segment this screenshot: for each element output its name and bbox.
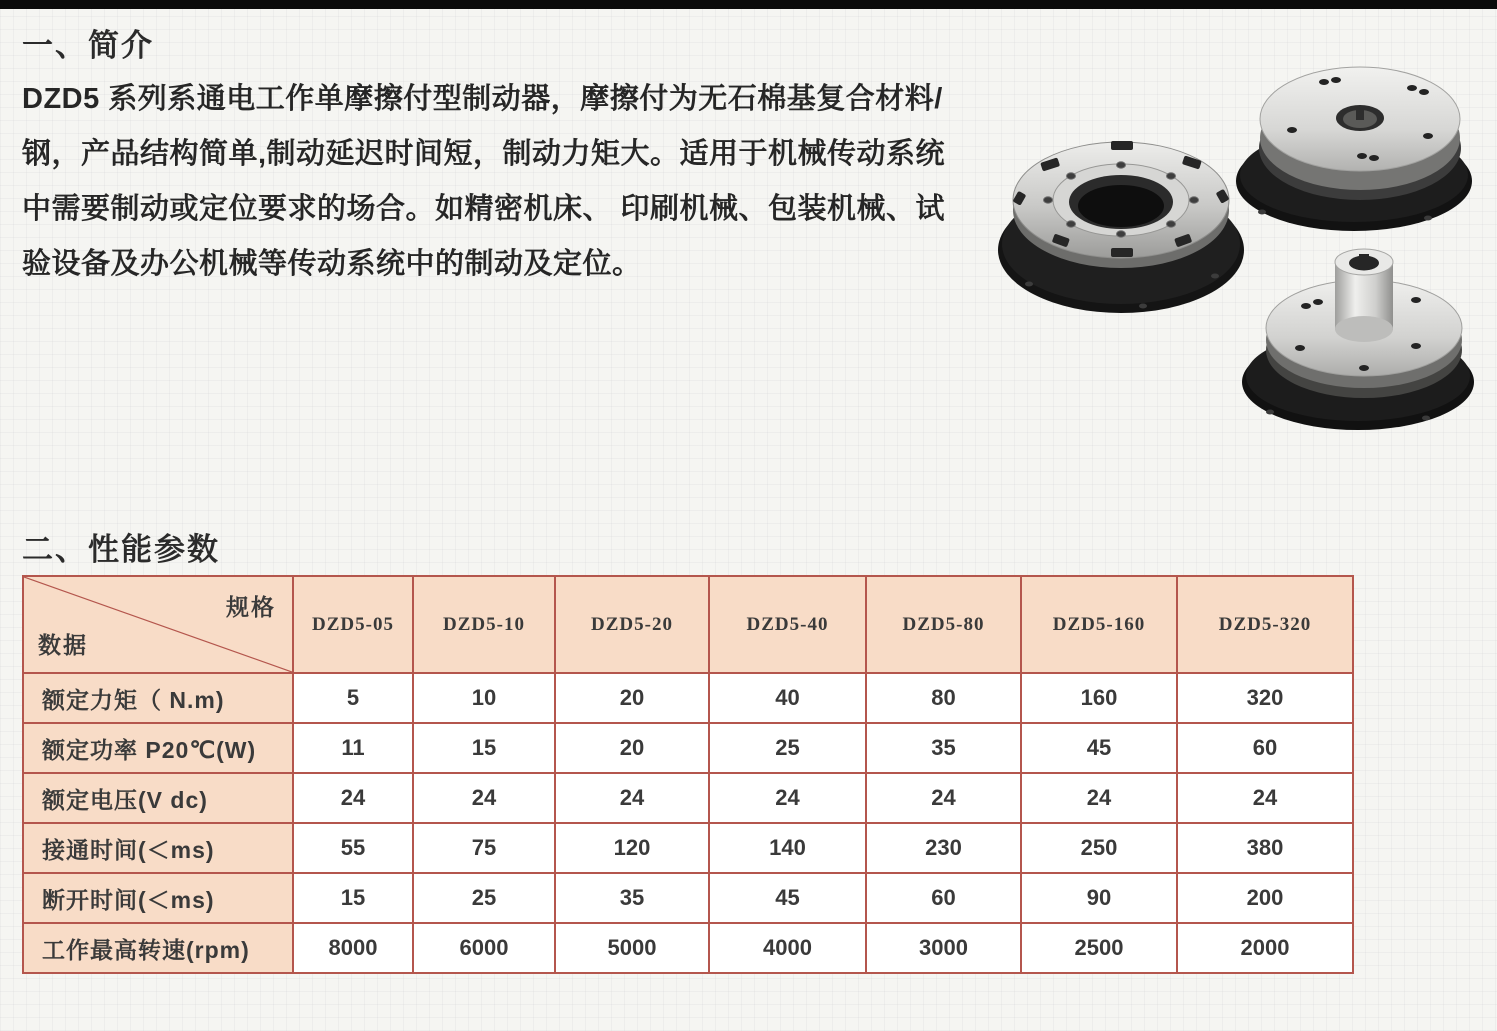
row-label: 额定力矩（ N.m)	[23, 673, 293, 723]
column-header: DZD5-40	[709, 576, 866, 673]
table-cell: 160	[1021, 673, 1177, 723]
table-cell: 4000	[709, 923, 866, 973]
hub-disc-brake-photo	[1238, 222, 1493, 447]
column-header: DZD5-80	[866, 576, 1021, 673]
corner-label-spec: 规格	[226, 594, 276, 620]
table-cell: 120	[555, 823, 709, 873]
table-cell: 200	[1177, 873, 1353, 923]
table-cell: 20	[555, 723, 709, 773]
intro-paragraph-line: 中需要制动或定位要求的场合。如精密机床、 印刷机械、包装机械、试	[22, 193, 946, 225]
table-cell: 24	[293, 773, 413, 823]
table-row-rated-voltage	[23, 773, 1353, 823]
scan-top-edge-bar	[0, 0, 1497, 9]
table-cell: 24	[555, 773, 709, 823]
table-cell: 24	[866, 773, 1021, 823]
corner-label-data: 数据	[38, 632, 88, 658]
table-cell: 15	[413, 723, 555, 773]
diagonal-corner-cell	[23, 576, 293, 673]
section1-title: 一、简介	[22, 28, 154, 63]
table-cell: 55	[293, 823, 413, 873]
performance-parameters-table	[22, 575, 1354, 974]
table-cell: 25	[413, 873, 555, 923]
table-row-rated-torque	[23, 673, 1353, 723]
table-cell: 2500	[1021, 923, 1177, 973]
section2-title: 二、性能参数	[22, 532, 220, 567]
column-header: DZD5-320	[1177, 576, 1353, 673]
table-cell: 6000	[413, 923, 555, 973]
table-cell: 40	[709, 673, 866, 723]
table-cell: 24	[1021, 773, 1177, 823]
table-cell: 5000	[555, 923, 709, 973]
column-header: DZD5-05	[293, 576, 413, 673]
table-cell: 8000	[293, 923, 413, 973]
row-label: 工作最高转速(rpm)	[23, 923, 293, 973]
table-cell: 75	[413, 823, 555, 873]
table-cell: 24	[709, 773, 866, 823]
row-label: 额定电压(V dc)	[23, 773, 293, 823]
table-cell: 380	[1177, 823, 1353, 873]
column-header: DZD5-20	[555, 576, 709, 673]
column-header: DZD5-160	[1021, 576, 1177, 673]
table-cell: 25	[709, 723, 866, 773]
intro-paragraph-line: 钢，产品结构简单,制动延迟时间短，制动力矩大。适用于机械传动系统	[22, 138, 946, 170]
table-cell: 2000	[1177, 923, 1353, 973]
table-cell: 140	[709, 823, 866, 873]
column-header: DZD5-10	[413, 576, 555, 673]
table-cell: 60	[866, 873, 1021, 923]
table-cell: 15	[293, 873, 413, 923]
intro-paragraph-line: 验设备及办公机械等传动系统中的制动及定位。	[22, 248, 642, 280]
row-label: 额定功率 P20℃(W)	[23, 723, 293, 773]
table-cell: 35	[866, 723, 1021, 773]
table-cell: 20	[555, 673, 709, 723]
table-row-max-speed	[23, 923, 1353, 973]
intro-paragraph-line: DZD5 系列系通电工作单摩擦付型制动器，摩擦付为无石棉基复合材料/	[22, 83, 943, 115]
table-cell: 35	[555, 873, 709, 923]
table-cell: 10	[413, 673, 555, 723]
row-label: 断开时间(＜ms)	[23, 873, 293, 923]
table-header-row	[23, 576, 1353, 673]
row-label: 接通时间(＜ms)	[23, 823, 293, 873]
table-cell: 24	[413, 773, 555, 823]
table-row-engage-time	[23, 823, 1353, 873]
table-cell: 80	[866, 673, 1021, 723]
table-cell: 3000	[866, 923, 1021, 973]
table-cell: 45	[709, 873, 866, 923]
table-cell: 60	[1177, 723, 1353, 773]
table-row-rated-power	[23, 723, 1353, 773]
table-row-release-time	[23, 873, 1353, 923]
table-cell: 24	[1177, 773, 1353, 823]
ring-brake-photo	[993, 108, 1251, 323]
table-cell: 250	[1021, 823, 1177, 873]
table-cell: 5	[293, 673, 413, 723]
table-cell: 320	[1177, 673, 1353, 723]
table-cell: 90	[1021, 873, 1177, 923]
table-cell: 45	[1021, 723, 1177, 773]
table-cell: 230	[866, 823, 1021, 873]
table-cell: 11	[293, 723, 413, 773]
